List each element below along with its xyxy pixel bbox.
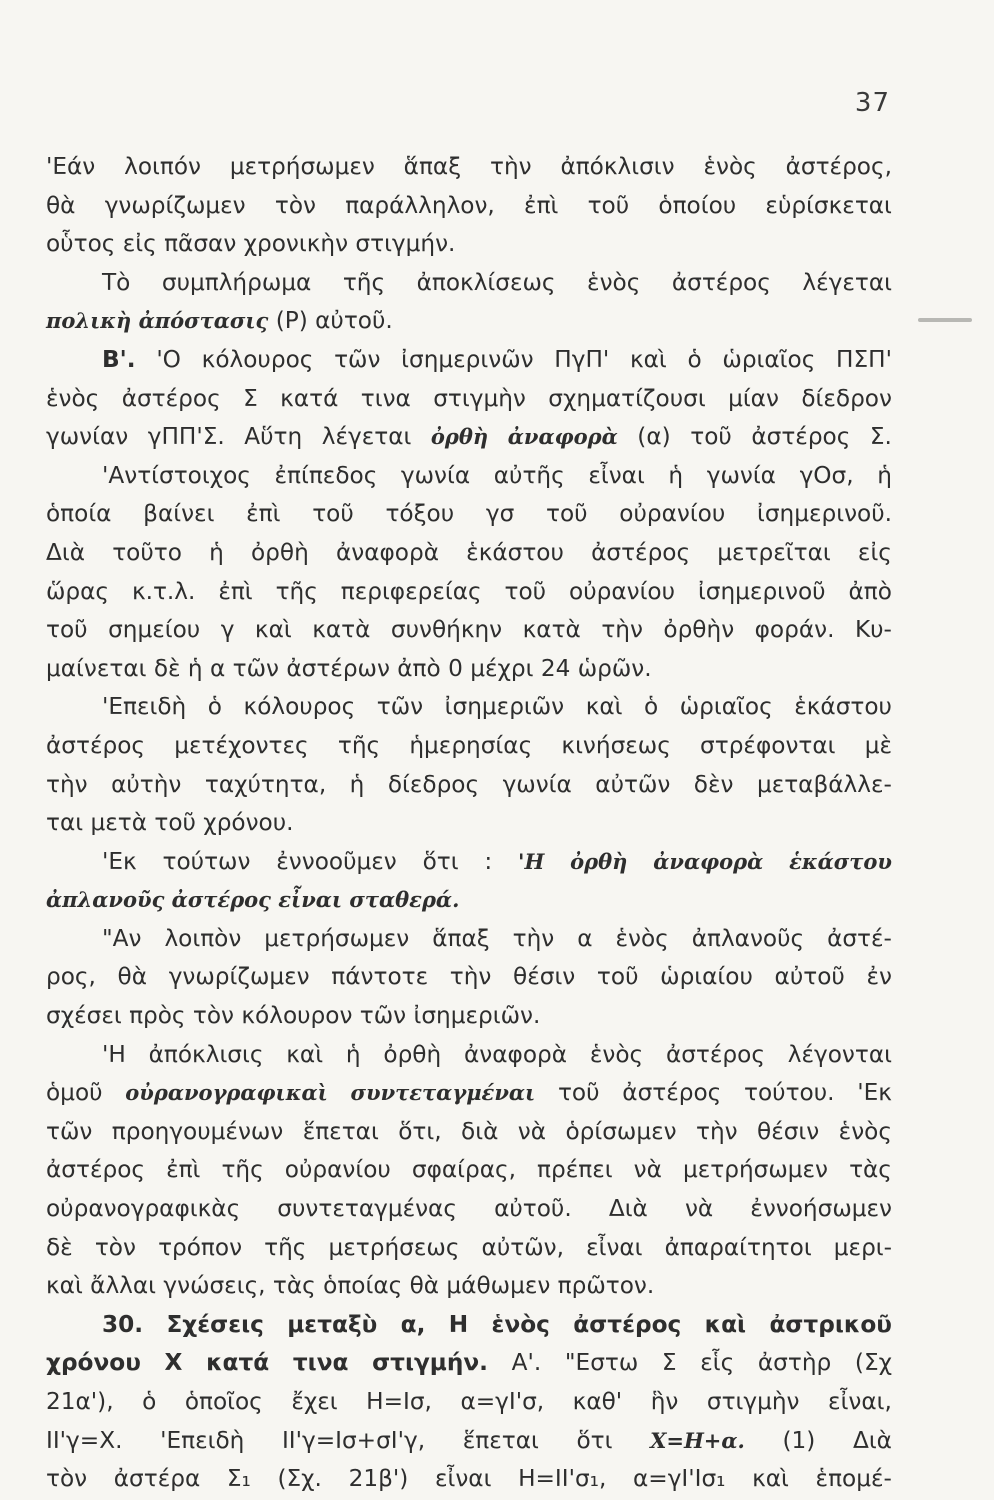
word: γOσ, (799, 461, 854, 489)
word: ὁποῖος (184, 1388, 263, 1415)
word: ἡ (349, 770, 365, 798)
word: ἑνὸς (587, 268, 641, 296)
word: 30. (102, 1310, 144, 1338)
word: λέγονται (787, 1040, 892, 1068)
body-text (46, 148, 892, 1499)
word: ἑκάστου (794, 693, 892, 721)
word: ἡ (668, 461, 684, 489)
word: καθ' (572, 1388, 623, 1415)
word: Σχέσεις (166, 1310, 264, 1338)
word: μίαν (728, 384, 779, 412)
text-line (46, 457, 892, 496)
word: ἰσημερινῶν (401, 345, 534, 373)
word: τοῦ (557, 1079, 600, 1107)
word: λέγεται (802, 268, 892, 296)
word: τοῦ (545, 500, 588, 528)
word: ὁποίου (658, 191, 737, 219)
word: τὴν (601, 616, 643, 644)
text-line (46, 1036, 892, 1075)
word: οὐρανίου (569, 577, 676, 605)
word: A'. (511, 1349, 542, 1377)
text-line (46, 418, 892, 457)
word: 'Επειδὴ (160, 1426, 245, 1454)
word: τῆς (264, 1233, 307, 1261)
word: νὰ (684, 1195, 714, 1223)
word: κόλουρος (243, 693, 356, 721)
word: κατά (280, 384, 339, 412)
word: κινήσεως (561, 731, 671, 759)
word: Σ (661, 1349, 677, 1377)
word: 'Εκ (857, 1079, 892, 1107)
word: Η=Ισ, (366, 1388, 432, 1415)
word: ἀστέρος, (785, 153, 892, 180)
word: γσ (485, 500, 515, 528)
word: (Σχ (854, 1349, 892, 1377)
word: συντεταγμέναι (350, 1080, 536, 1106)
word: B'. (102, 345, 136, 373)
word: ἀπόκλισις (148, 1040, 264, 1068)
word: ἑνὸς (615, 924, 669, 952)
word: εὑρίσκεται (765, 191, 892, 219)
word: 'Ο (156, 345, 181, 373)
word: ὡριαίου (660, 963, 753, 991)
word: πάντοτε (331, 963, 429, 991)
text-line (46, 1422, 892, 1461)
word: τοῦ (587, 191, 630, 219)
word: γωνία (502, 770, 572, 798)
word: Διὰ (852, 1426, 892, 1454)
word: εἶναι (434, 1465, 492, 1493)
word: ὥρας (46, 577, 110, 605)
word: κατὰ (522, 616, 581, 644)
word: ἐπὶ (246, 500, 281, 528)
word: τῶν (46, 1117, 93, 1145)
text-run: σχέσει πρὸς τὸν κόλουρον τῶν ἰσημεριῶν. (46, 1002, 541, 1030)
word: τὰς (849, 1156, 892, 1184)
word: ἀστέρος (751, 423, 851, 451)
word: τρόπον (158, 1233, 243, 1261)
word: μερι- (833, 1233, 892, 1261)
word: ἅπαξ (432, 924, 490, 952)
word: ἀναφορὰ (335, 538, 439, 566)
word: στιγμὴν (706, 1388, 800, 1415)
word: ἑκάστου (466, 538, 564, 566)
word: ἀναφορὰ (464, 1040, 568, 1068)
word: τὴν (46, 770, 88, 798)
word: 21α'), (46, 1388, 114, 1415)
text-line (46, 380, 892, 419)
word: ὀρθὴ (430, 424, 489, 450)
word: οὐρανογραφικαὶ (125, 1080, 328, 1106)
word: α=γΙ'σ, (460, 1388, 545, 1415)
word: ἐπίπεδος (274, 461, 378, 489)
word: ΙΙ'γ=Ισ+σΙ'γ, (281, 1426, 426, 1454)
text-line (46, 881, 892, 920)
word: στιγμήν. (372, 1349, 488, 1377)
word: ὡριαῖος (722, 345, 816, 373)
word: 'Η (102, 1040, 126, 1068)
text-line (46, 1190, 892, 1229)
word: ὀρθὴ (570, 848, 628, 874)
word: δίεδρον (801, 384, 892, 412)
word: ἑνὸς (838, 1117, 892, 1145)
word: 'Επειδὴ (102, 693, 187, 721)
word: αὐτοῦ (774, 963, 845, 991)
word: γωνία (400, 461, 471, 489)
text-line (46, 1306, 892, 1345)
word: ἐπὶ (218, 577, 253, 605)
word: γ (220, 616, 235, 644)
word: καὶ (286, 1040, 324, 1068)
word: μεταξὺ (287, 1310, 378, 1338)
word: τῆς (275, 577, 318, 605)
word: οὐρανίου (284, 1156, 391, 1184)
word: 'Εκ (102, 847, 137, 875)
word: λοιπὸν (164, 924, 242, 952)
text-line (46, 611, 892, 650)
word: ὁμοῦ (46, 1079, 103, 1107)
word: ἀστρικοῦ (769, 1310, 892, 1338)
word: ὀρθὴ (383, 1040, 442, 1068)
word: Διὰ (608, 1195, 648, 1223)
word: συνθήκην (390, 616, 503, 644)
word: θέσιν (513, 963, 576, 991)
word: ἐννοοῦμεν (276, 847, 397, 875)
text-line (46, 573, 892, 612)
text-line (46, 534, 892, 573)
word: καὶ (752, 1465, 789, 1493)
word: Η (448, 1310, 469, 1338)
word: ΠγΠ' (554, 345, 610, 373)
word: ἑνὸς (589, 1040, 644, 1068)
word: (Σχ. (277, 1465, 322, 1493)
word: τοῦ (46, 616, 88, 644)
word: νὰ (517, 1117, 547, 1145)
word: ἀστέ- (827, 924, 892, 952)
word: (α) (637, 423, 671, 451)
word: Χ=Η+α. (650, 1427, 745, 1453)
word: 'Εάν (46, 153, 96, 180)
text-line (46, 1267, 892, 1306)
text-line (46, 727, 892, 766)
word: συμπλήρωμα (161, 268, 312, 296)
word: στιγμὴν (433, 384, 526, 412)
word: δὲ (46, 1233, 73, 1261)
text-line (46, 650, 892, 689)
word: ἡμερησίας (409, 731, 533, 759)
word: μετρήσωμεν (229, 153, 375, 180)
word: τοῦτο (112, 538, 182, 566)
word: ἔχει (291, 1388, 338, 1415)
emphasized-text: ἀπλανοῦς ἀστέρος εἶναι σταθερά. (46, 887, 460, 913)
word: καὶ (704, 1310, 747, 1338)
text-line (46, 1113, 892, 1152)
word: ἀναφορὰ (507, 424, 618, 450)
word: ὁποία (46, 500, 112, 528)
word: φοράν. (754, 616, 835, 644)
text-line (46, 997, 892, 1036)
word: ὁ (207, 693, 222, 721)
word: Σ₁ (226, 1465, 251, 1493)
word: ὡριαῖος (679, 693, 773, 721)
word: ἕπεται (462, 1426, 539, 1454)
word: ἀναφορὰ (653, 848, 764, 874)
word: οὐρανογραφικὰς (46, 1195, 241, 1223)
text-run: ται μετὰ τοῦ χρόνου. (46, 809, 294, 837)
word: κόλουρος (201, 345, 314, 373)
word: ἀστέρος (573, 1310, 682, 1338)
word: Σ. (869, 423, 892, 451)
word: ἑνὸς (703, 153, 757, 180)
word: τοῦ (596, 963, 639, 991)
word: α (577, 924, 593, 952)
word: εἰς (857, 538, 892, 566)
word: 21β') (348, 1465, 409, 1493)
word: μετρεῖται (717, 538, 831, 566)
text-line (46, 302, 892, 341)
word: ὁ (687, 345, 702, 373)
word: ἀπαραίτητοι (664, 1233, 812, 1261)
word: 'Η (518, 848, 545, 874)
text-line (46, 225, 892, 264)
word: ὁρίσωμεν (565, 1117, 677, 1145)
word: τῶν (376, 693, 424, 721)
word: παράλληλον, (345, 191, 495, 219)
word: ἐν (866, 963, 892, 991)
word: ἑνὸς (46, 384, 100, 412)
text-run: (P) αὐτοῦ. (268, 307, 393, 335)
word: τὴν (489, 153, 532, 180)
word: ἀστέρος (671, 268, 771, 296)
word: (1) (782, 1426, 816, 1454)
word: ἀστέρα (113, 1465, 201, 1493)
text-run: μαίνεται δὲ ἡ α τῶν ἀστέρων ἀπὸ 0 μέχρι 24 ὡρῶν. (46, 654, 652, 682)
word: ἣν (650, 1388, 679, 1415)
word: μετρήσωμεν (682, 1156, 828, 1184)
word: ἰσημερινοῦ. (756, 500, 892, 528)
word: 'Αντίστοιχος (102, 461, 251, 489)
word: ὅτι (576, 1426, 613, 1454)
word: γνωρίζωμεν (168, 963, 310, 991)
word: τοῦ (690, 423, 732, 451)
word: τοῦ (504, 577, 547, 605)
word: λοιπόν (124, 153, 201, 180)
word: διὰ (461, 1117, 499, 1145)
word: Τὸ (102, 268, 131, 296)
word: ἐπὶ (166, 1156, 201, 1184)
word: καὶ (629, 345, 667, 373)
word: τὸν (274, 191, 316, 219)
word: καὶ (254, 616, 292, 644)
text-run: καὶ ἄλλαι γνώσεις, τὰς ὁποίας θὰ μάθωμεν πρῶτον. (46, 1272, 655, 1300)
word: ἑκάστου (789, 848, 892, 874)
word: δίεδρος (387, 770, 480, 798)
word: Η=ΙΙ'σ₁, (518, 1465, 607, 1493)
word: θὰ (46, 191, 76, 219)
word: "Αν (102, 924, 142, 952)
word: δὲν (693, 770, 734, 798)
word: ἰσημερινοῦ (697, 577, 826, 605)
word: ὅτι, (398, 1117, 442, 1145)
word: αὐτὴν (111, 770, 182, 798)
page-number: 37 (854, 88, 890, 118)
text-line (46, 804, 892, 843)
word: συντεταγμένας (277, 1195, 457, 1223)
word: κατά (206, 1349, 270, 1377)
word: ὁ (644, 693, 659, 721)
word: κατὰ (312, 616, 371, 644)
word: μετέχοντες (174, 731, 309, 759)
text-run: οὗτος εἰς πᾶσαν χρονικὴν στιγμήν. (46, 230, 456, 258)
word: τῆς (342, 268, 386, 296)
word: αὐτοῦ. (494, 1195, 572, 1223)
word: θέσιν (757, 1117, 820, 1145)
word: τινα (360, 384, 411, 412)
word: ἡ (345, 1040, 361, 1068)
word: πρέπει (537, 1156, 613, 1184)
word: ὅτι (422, 847, 459, 875)
word: τούτων (162, 847, 251, 875)
word: τῆς (221, 1156, 264, 1184)
word: μετρήσεως (328, 1233, 460, 1261)
word: τινα (292, 1349, 349, 1377)
text-line (46, 1074, 892, 1113)
word: μετρήσωμεν (264, 924, 410, 952)
word: ἀστὴρ (757, 1349, 832, 1377)
word: Σ (243, 384, 258, 412)
text-line (46, 148, 892, 187)
word: ἀπλανοῦς (691, 924, 805, 952)
word: σημείου (108, 616, 201, 644)
text-line (46, 264, 892, 303)
word: γΠΠ'Σ. (147, 423, 225, 451)
text-line (46, 1344, 892, 1383)
word: Κυ- (854, 616, 892, 644)
word: τὸν (94, 1233, 136, 1261)
text-line (46, 495, 892, 534)
word: εἶναι (586, 1233, 643, 1261)
text-line (46, 187, 892, 226)
word: περιφερείας (340, 577, 482, 605)
word: ἀστέρος (46, 1156, 145, 1184)
word: ἑπομέ- (815, 1465, 892, 1493)
word: α=γΙ'Ισ₁ (632, 1465, 726, 1493)
word: ἐπὶ (524, 191, 559, 219)
word: αὐτῆς (493, 461, 565, 489)
text-line (46, 1229, 892, 1268)
word: αὐτῶν (595, 770, 671, 798)
word: ἀποκλίσεως (416, 268, 556, 296)
word: γνωρίζωμεν (104, 191, 246, 219)
text-line (46, 688, 892, 727)
word: τῆς (337, 731, 381, 759)
text-line (46, 341, 892, 380)
text-line (46, 1460, 892, 1499)
word: ΠΣΠ' (836, 345, 892, 373)
word: οὐρανίου (619, 500, 726, 528)
word: τοῦ (312, 500, 354, 528)
word: λέγεται (321, 423, 412, 451)
word: ταχύτητα, (204, 770, 327, 798)
word: ρος, (46, 963, 96, 991)
text-line (46, 920, 892, 959)
word: εἶναι, (828, 1388, 892, 1415)
text-line (46, 1383, 892, 1422)
word: μεταβάλλε- (756, 770, 892, 798)
word: προηγουμένων (111, 1117, 284, 1145)
word: α, (400, 1310, 426, 1338)
word: ὀρθὴν (663, 616, 735, 644)
text-line (46, 843, 892, 882)
word: ἐννοήσωμεν (750, 1195, 892, 1223)
word: στρέφονται (700, 731, 836, 759)
word: ἀπόκλισιν (560, 153, 675, 180)
emphasized-text: πολικὴ ἀπόστασις (46, 308, 269, 334)
word: μὲ (864, 731, 892, 759)
text-line (46, 1151, 892, 1190)
word: εἷς (700, 1349, 735, 1377)
scan-mark (918, 318, 972, 322)
word: καὶ (585, 693, 623, 721)
word: ἅπαξ (403, 153, 462, 180)
word: "Εστω (564, 1349, 639, 1377)
word: : (484, 847, 493, 875)
word: τὴν (695, 1117, 738, 1145)
word: γωνίαν (46, 423, 129, 451)
text-line (46, 958, 892, 997)
word: τόξου (385, 500, 455, 528)
word: νὰ (633, 1156, 662, 1184)
word: σφαίρας, (411, 1156, 516, 1184)
word: ἀστέρος (622, 1079, 722, 1107)
word: γωνία (706, 461, 776, 489)
word: ἀστέρος (46, 731, 145, 759)
word: χρόνου (46, 1349, 141, 1377)
word: τὴν (512, 924, 555, 952)
word: Αὕτη (244, 423, 303, 451)
word: τῶν (334, 345, 381, 373)
word: ὀρθὴ (250, 538, 309, 566)
word: ἑνὸς (491, 1310, 550, 1338)
word: ἀστέρος (591, 538, 691, 566)
word: ΙΙ'γ=Χ. (46, 1426, 123, 1454)
word: εἶναι (588, 461, 645, 489)
word: Διὰ (46, 538, 85, 566)
word: ἀπὸ (848, 577, 892, 605)
text-line (46, 766, 892, 805)
word: κ.τ.λ. (131, 577, 196, 605)
word: ἡ (209, 538, 224, 566)
word: ἰσημεριῶν (444, 693, 565, 721)
word: τούτου. (744, 1079, 835, 1107)
word: ἡ (877, 461, 892, 489)
word: τὴν (449, 963, 492, 991)
word: βαίνει (143, 500, 215, 528)
word: ἀστέρος (121, 384, 221, 412)
word: θὰ (117, 963, 148, 991)
word: αὐτῶν, (481, 1233, 564, 1261)
word: ὁ (142, 1388, 157, 1415)
word: Χ (164, 1349, 183, 1377)
word: ἕπεται (302, 1117, 379, 1145)
word: τὸν (46, 1465, 88, 1493)
word: ἀστέρος (665, 1040, 765, 1068)
word: σχηματίζουσι (548, 384, 706, 412)
